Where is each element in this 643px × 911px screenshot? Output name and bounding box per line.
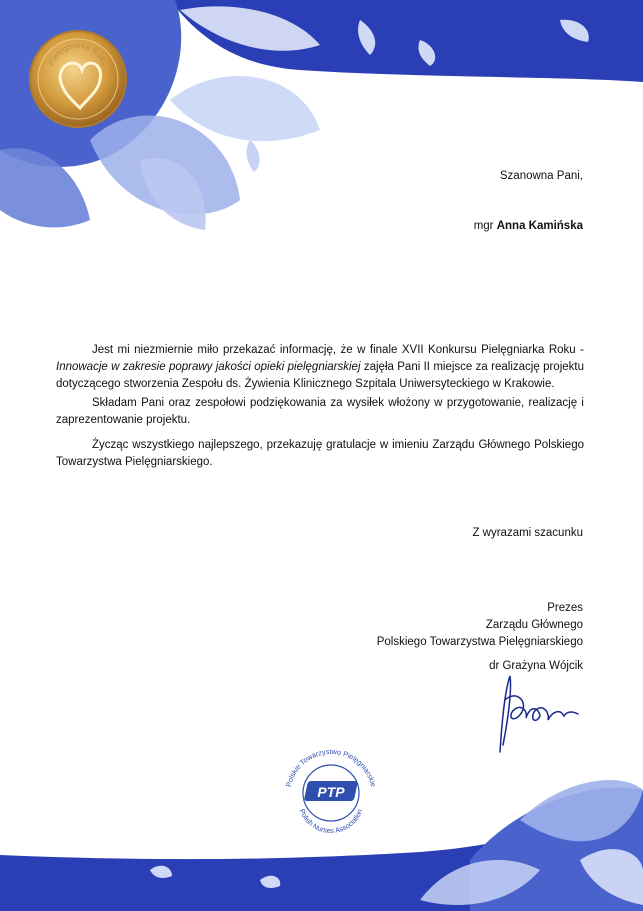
signature-line-2: Zarządu Głównego: [485, 619, 583, 631]
contest-title: Innowacje w zakresie poprawy jakości opieki pielęgniarskiej: [56, 361, 361, 373]
paragraph-1-rest: zajęła Pani II miejsce za realizację projektu dotyczącego stworzenia Zespołu ds. Żywienia Klinicznego Szpitala Uniwersyteckiego w Krakowie.: [56, 361, 584, 390]
closing: Z wyrazami szacunku: [472, 527, 583, 539]
signer-name: dr Grażyna Wójcik: [489, 660, 583, 672]
paragraph-3: Życząc wszystkiego najlepszego, przekazuję gratulacje w imieniu Zarządu Głównego Polskiego Towarzystwa Pielęgniarskiego.: [56, 439, 584, 468]
signature-line-1: Prezes: [547, 602, 583, 614]
recipient-title: mgr: [473, 220, 494, 232]
logo-monogram: PTP: [317, 784, 345, 800]
logo-ring-bottom: Polish Nurses Association: [297, 807, 365, 836]
seal-text: Pielęgniarka Roku: [46, 40, 110, 67]
logo-ring-top: Polskie Towarzystwo Pielęgniarskie: [283, 746, 379, 788]
signature-line-3: Polskiego Towarzystwa Pielęgniarskiego: [376, 636, 583, 648]
paragraph-1-lead: Jest mi niezmiernie miło przekazać informację, że w finale XVII Konkursu Pielęgniarka Roku -: [92, 344, 584, 356]
paragraph-2: Składam Pani oraz zespołowi podziękowania za wysiłek włożony w przygotowanie, realizację i zaprezentowanie projektu.: [56, 397, 584, 426]
recipient-name: Anna Kamińska: [496, 220, 583, 232]
salutation: Szanowna Pani,: [499, 170, 583, 182]
